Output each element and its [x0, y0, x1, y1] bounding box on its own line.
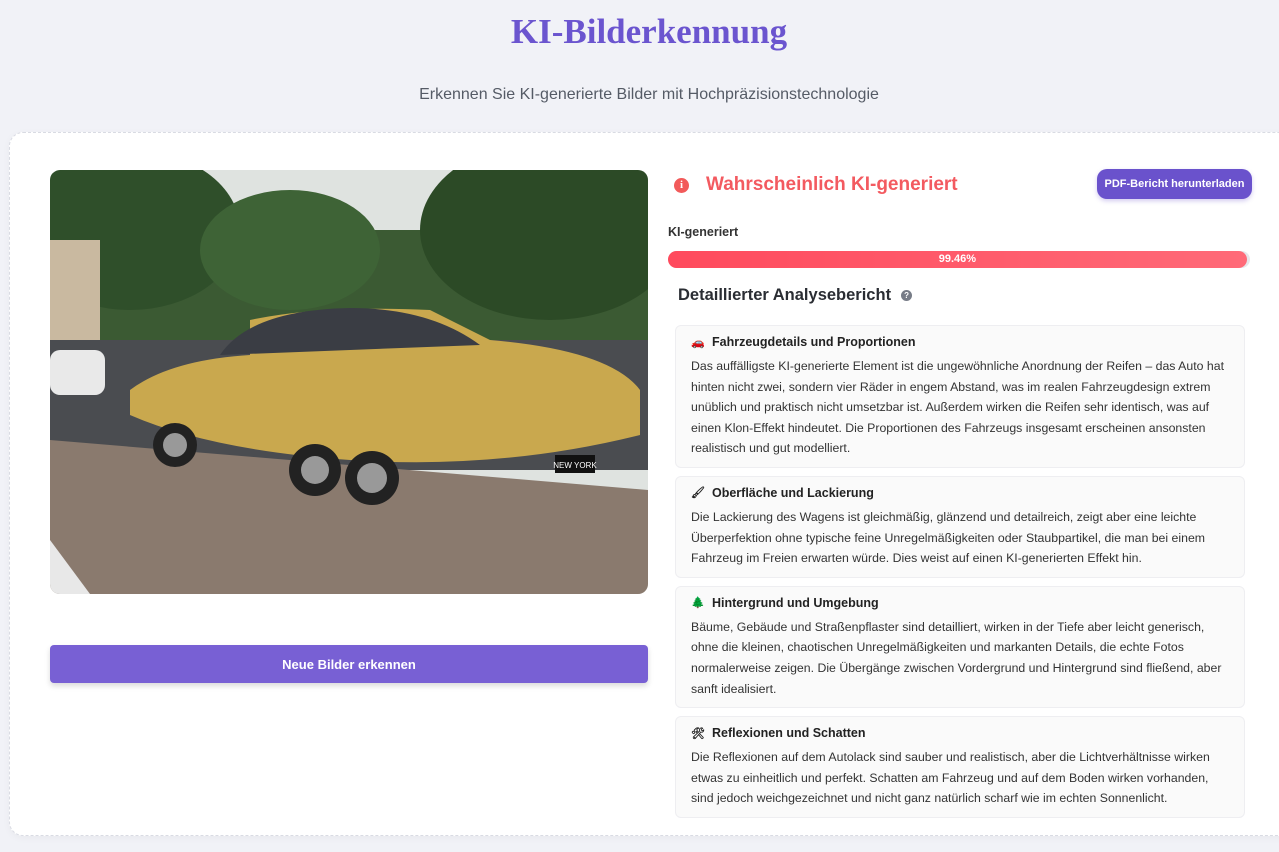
verdict	[674, 174, 958, 196]
section-title: Hintergrund und Umgebung	[712, 595, 879, 610]
report-section	[675, 716, 1245, 818]
probability-label: KI-generiert	[668, 225, 739, 239]
page-title: KI-Bilderkennung	[510, 12, 788, 51]
report-title	[678, 286, 912, 305]
report-title-text: Detaillierter Analysebericht	[678, 286, 892, 304]
uploaded-image	[50, 170, 648, 594]
car-icon: 🚗	[691, 336, 705, 349]
tree-icon: 🌲	[691, 597, 705, 610]
section-text: Bäume, Gebäude und Straßenpflaster sind detailliert, wirken in der Tiefe aber leicht generisch, ohne die kleinen, chaotischen Unregelmäßigkeiten und markanten Details, die echte Fotos normalerweise zeigen. Die Übergänge zwischen Vordergrund und Hintergrund sind fließend, aber sanft idealisiert.	[691, 619, 1222, 696]
report-sections	[675, 325, 1245, 826]
section-title: Oberfläche und Lackierung	[712, 485, 874, 500]
report-section	[675, 586, 1245, 708]
probability-fill: 99.46%	[668, 251, 1247, 268]
section-text: Die Lackierung des Wagens ist gleichmäßig, glänzend und detailreich, zeigt aber eine leichte Überperfektion ohne typische feine Unregelmäßigkeiten oder Staubpartikel, die man bei einem Fahrzeug im Freien erwarten würde. Dies weist auf einen KI-generierten Effekt hin.	[691, 509, 1206, 566]
page-subtitle: Erkennen Sie KI-generierte Bilder mit Hochpräzisionstechnologie	[419, 86, 879, 103]
report-section	[675, 325, 1245, 468]
verdict-text: Wahrscheinlich KI-generiert	[706, 174, 958, 195]
section-text: Das auffälligste KI-generierte Element ist die ungewöhnliche Anordnung der Reifen – das Auto hat hinten nicht zwei, sondern vier Räder in engem Abstand, was im realen Fahrzeugdesign extrem unüblich und praktisch nicht umsetzbar ist. Außerdem wirken die Reifen sehr identisch, was auf einen Klon-Effekt hindeutet. Die Proportionen des Fahrzeugs insgesamt erscheinen ansonsten realistisch und gut modelliert.	[691, 359, 1224, 456]
section-title: Reflexionen und Schatten	[712, 726, 866, 741]
paintbrush-icon: 🖌	[691, 487, 705, 500]
section-text: Die Reflexionen auf dem Autolack sind sauber und realistisch, aber die Lichtverhältnisse wirken etwas zu einheitlich und perfekt. Schatten am Fahrzeug und auf dem Boden wirken vorhanden, sind jedoch weichgezeichnet und nicht ganz natürlich scharf wie im echten Sonnenlicht.	[691, 750, 1210, 806]
section-title: Fahrzeugdetails und Proportionen	[712, 335, 916, 349]
new-image-button[interactable]: Neue Bilder erkennen	[50, 645, 648, 683]
tools-icon: 🛠	[691, 727, 705, 740]
probability-bar	[668, 251, 1250, 268]
download-pdf-button[interactable]: PDF-Bericht herunterladen	[1097, 169, 1252, 199]
info-icon: i	[674, 178, 689, 193]
license-plate: NEW YORK	[553, 461, 597, 470]
report-section	[675, 476, 1245, 578]
help-icon[interactable]: ?	[901, 290, 912, 301]
